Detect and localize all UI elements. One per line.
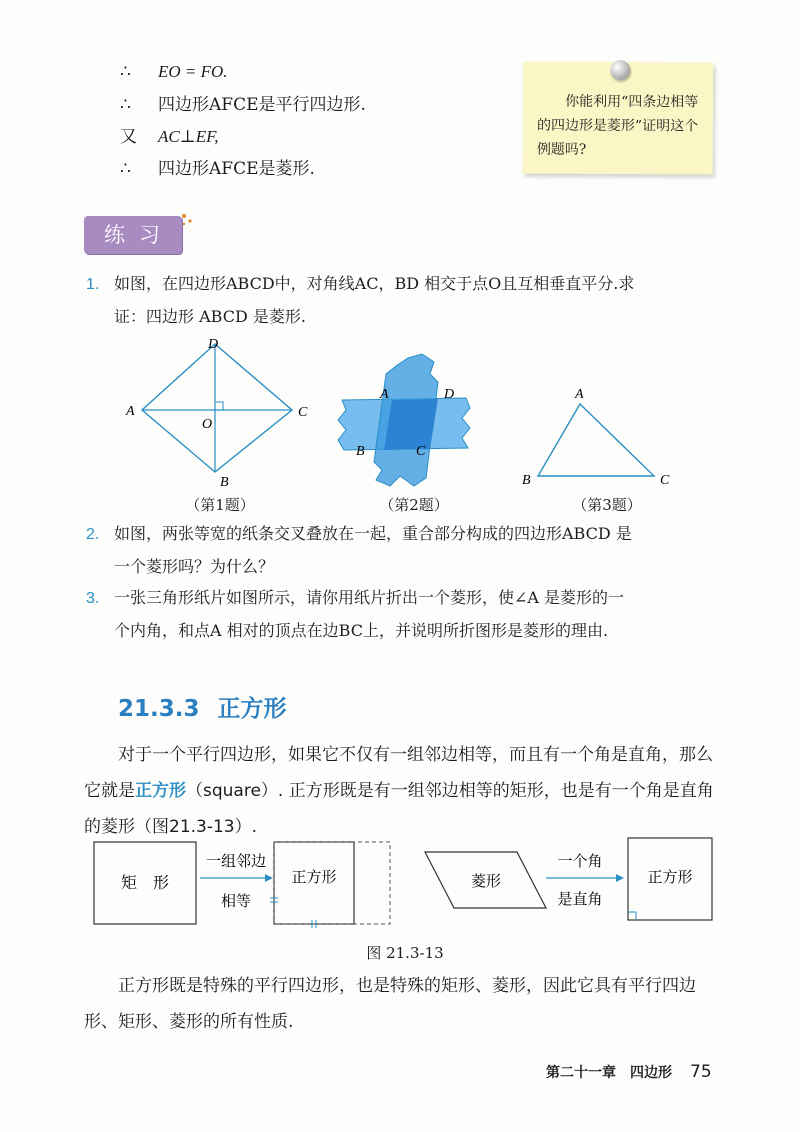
exercise-3 xyxy=(86,582,726,647)
exercise-number: 2. xyxy=(86,526,100,543)
square-relationship-diagram xyxy=(80,834,730,934)
figure-3-caption: （第3题） xyxy=(572,496,642,514)
label-b: B xyxy=(220,475,229,490)
exercise-text-cont: 个内角，和点A 相对的顶点在边BC上，并说明所折图形是菱形的理由. xyxy=(114,621,609,640)
definition-text-before: 对于一个平行四边形，如果它不仅有一组邻边相等，而且有一个角是直角，那么它就是 xyxy=(84,745,713,801)
diagram-caption: 图 21.3-13 xyxy=(366,944,444,962)
chapter-label: 第二十一章 四边形 xyxy=(546,1065,672,1081)
proof-text: AC⊥EF, xyxy=(158,127,219,146)
properties-paragraph: 正方形既是特殊的平行四边形，也是特殊的矩形、菱形，因此它具有平行四边形、矩形、菱形的所有性质. xyxy=(84,976,696,1032)
page-number: 75 xyxy=(690,1062,712,1082)
keyword-square: 正方形 xyxy=(135,781,186,801)
label-d: D xyxy=(444,387,455,402)
proof-text: 四边形AFCE是菱形. xyxy=(158,159,315,179)
right-angle-mark xyxy=(628,912,636,920)
label-b: B xyxy=(356,444,365,459)
exercise-number: 1. xyxy=(86,276,100,293)
section-name: 正方形 xyxy=(217,696,287,722)
proof-symbol: ∴ xyxy=(120,95,131,115)
figure-1-caption: （第1题） xyxy=(185,496,255,514)
right-angle-mark xyxy=(215,402,223,410)
overlap-rhombus xyxy=(384,399,438,450)
label-c: C xyxy=(660,473,670,488)
label-a: A xyxy=(126,404,135,419)
square-1-label: 正方形 xyxy=(291,868,337,886)
definition-paragraph xyxy=(84,737,720,845)
triangle-shape xyxy=(538,404,654,476)
label-a: A xyxy=(380,387,389,402)
exercise-text: 如图，在四边形ABCD中，对角线AC，BD 相交于点O且互相垂直平分.求 xyxy=(114,274,635,293)
arrow-1-bottom-label: 相等 xyxy=(220,892,252,910)
label-b: B xyxy=(522,473,531,488)
arrow-2-bottom-label: 是直角 xyxy=(557,890,603,908)
label-c: C xyxy=(416,444,426,459)
rect-label: 矩 形 xyxy=(120,873,170,892)
sticky-note xyxy=(523,62,714,175)
pushpin-icon xyxy=(610,60,630,80)
label-o: O xyxy=(202,417,213,432)
label-d: D xyxy=(208,337,219,352)
exercise-text: 如图，两张等宽的纸条交叉叠放在一起，重合部分构成的四边形ABCD 是 xyxy=(114,524,632,543)
arrow-1-head xyxy=(265,874,273,882)
proof-line-4 xyxy=(120,157,315,181)
exercise-text: 一张三角形纸片如图所示，请你用纸片折出一个菱形，使∠A 是菱形的一 xyxy=(114,588,625,607)
exercise-text-cont: 一个菱形吗？为什么？ xyxy=(114,557,275,576)
rhombus-label: 菱形 xyxy=(470,872,502,890)
figure-3-triangle xyxy=(516,384,686,492)
proof-symbol: ∴ xyxy=(120,62,131,82)
arrow-2-top-label: 一个角 xyxy=(557,852,603,870)
arrow-2-head xyxy=(616,874,624,882)
square-2-label: 正方形 xyxy=(647,868,693,886)
sticky-note-text: 你能利用“四条边相等的四边形是菱形”证明这个例题吗? xyxy=(536,93,699,158)
sparkle-icon xyxy=(180,212,194,230)
section-number: 21.3.3 xyxy=(118,696,200,722)
label-a: A xyxy=(575,387,584,402)
page-footer xyxy=(546,1062,712,1082)
practice-badge-label: 练习 xyxy=(104,223,174,247)
exercise-2 xyxy=(86,518,726,583)
figure-2-caption: （第2题） xyxy=(379,496,449,514)
figure-2-strips xyxy=(334,352,484,492)
exercise-1 xyxy=(86,268,726,333)
practice-badge xyxy=(84,216,182,254)
proof-symbol: ∴ xyxy=(120,159,131,179)
exercise-text-cont: 证：四边形 ABCD 是菱形. xyxy=(114,307,306,326)
proof-line-2 xyxy=(120,93,366,117)
rhombus-shape xyxy=(142,344,292,472)
section-title xyxy=(118,690,287,723)
exercise-number: 3. xyxy=(86,590,100,607)
figure-1-rhombus xyxy=(120,334,330,494)
proof-line-1 xyxy=(120,60,228,84)
arrow-1-top-label: 一组邻边 xyxy=(205,852,267,870)
proof-text: EO = FO. xyxy=(158,62,228,81)
proof-text: 四边形AFCE是平行四边形. xyxy=(158,95,366,115)
proof-line-3 xyxy=(120,125,219,149)
proof-symbol: 又 xyxy=(120,127,137,147)
definition-text-after: （square）. 正方形既是有一组邻边相等的矩形，也是有一个角是直角的菱形（图21.3-13）. xyxy=(84,781,714,837)
label-c: C xyxy=(298,405,308,420)
